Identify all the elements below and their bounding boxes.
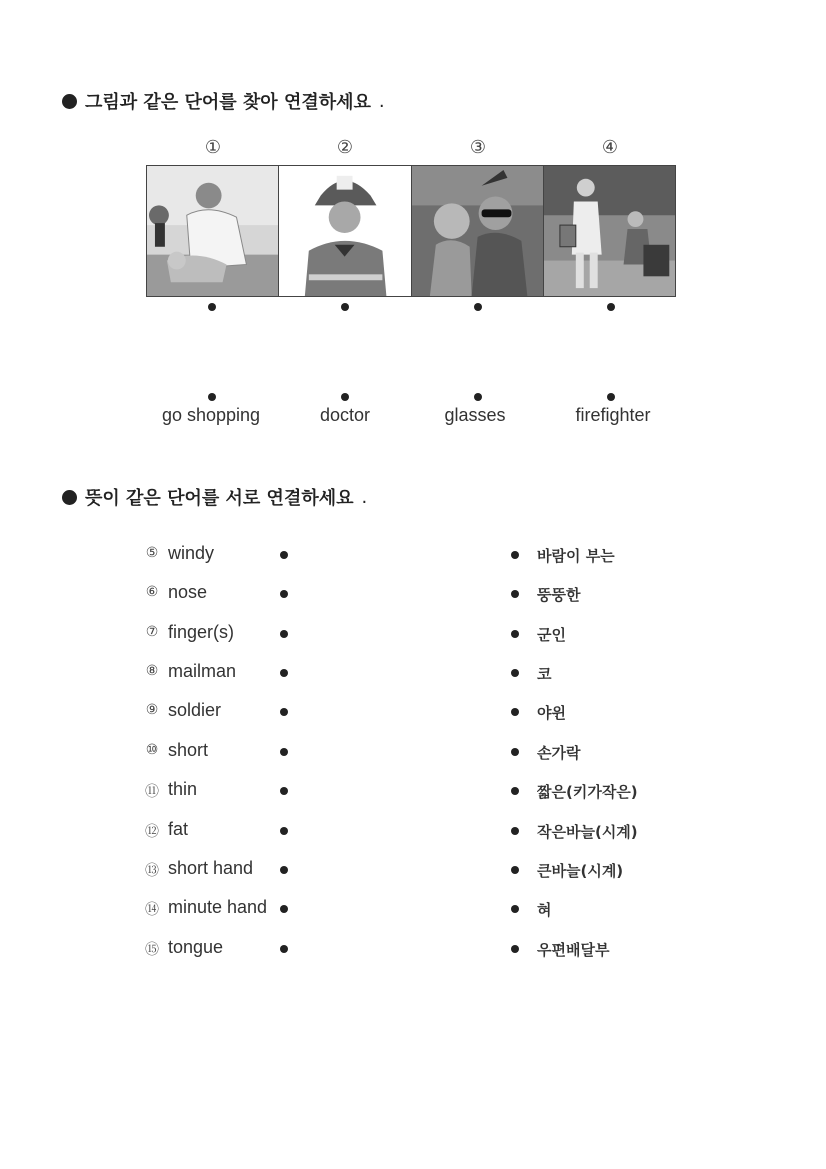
section2-period: . xyxy=(361,486,368,508)
item-number: ⑦ xyxy=(145,624,159,640)
korean-meaning: 짧은(키가작은) xyxy=(537,783,638,801)
english-word: windy xyxy=(168,543,215,563)
bullet-icon xyxy=(62,490,77,505)
english-word: mailman xyxy=(168,661,237,681)
right-dot[interactable] xyxy=(511,827,519,835)
bullet-icon xyxy=(62,94,77,109)
right-dot[interactable] xyxy=(511,787,519,795)
english-word: fat xyxy=(168,819,189,839)
korean-meaning: 코 xyxy=(537,665,552,683)
left-dot[interactable] xyxy=(280,866,288,874)
right-dot[interactable] xyxy=(511,905,519,913)
picture-dot-2[interactable] xyxy=(341,303,349,311)
item-number: ⑤ xyxy=(145,545,159,561)
english-word: short hand xyxy=(168,858,254,878)
doctor-photo xyxy=(147,166,279,296)
word-dot-3[interactable] xyxy=(474,393,482,401)
section1-heading xyxy=(62,88,385,114)
english-word: short xyxy=(168,740,209,760)
right-dot[interactable] xyxy=(511,669,519,677)
section2-heading xyxy=(62,484,367,510)
word-go-shopping: go shopping xyxy=(161,405,261,425)
english-word: thin xyxy=(168,779,198,799)
korean-meaning: 우편배달부 xyxy=(537,941,610,959)
left-dot[interactable] xyxy=(280,630,288,638)
left-dot[interactable] xyxy=(280,748,288,756)
left-dot[interactable] xyxy=(280,827,288,835)
picture-number-1: ① xyxy=(204,137,222,158)
section1-instruction: 그림과 같은 단어를 찾아 연결하세요 xyxy=(85,92,371,113)
section2-instruction: 뜻이 같은 단어를 서로 연결하세요 xyxy=(85,488,354,509)
item-number: ⑫ xyxy=(145,824,159,840)
picture-number-2: ② xyxy=(336,137,354,158)
shopping-photo xyxy=(544,166,675,296)
item-number: ⑨ xyxy=(145,702,159,718)
word-dot-4[interactable] xyxy=(607,393,615,401)
picture-dot-3[interactable] xyxy=(474,303,482,311)
glasses-photo xyxy=(412,166,544,296)
right-dot[interactable] xyxy=(511,590,519,598)
left-dot[interactable] xyxy=(280,708,288,716)
right-dot[interactable] xyxy=(511,708,519,716)
item-number: ⑮ xyxy=(145,942,159,958)
korean-meaning: 작은바늘(시계) xyxy=(537,823,638,841)
photo-strip xyxy=(146,165,676,297)
left-dot[interactable] xyxy=(280,945,288,953)
right-dot[interactable] xyxy=(511,866,519,874)
korean-meaning: 바람이 부는 xyxy=(537,547,615,565)
english-word: finger(s) xyxy=(168,622,235,642)
english-word: nose xyxy=(168,582,208,602)
section1-period: . xyxy=(378,90,385,112)
item-number: ⑧ xyxy=(145,663,159,679)
picture-dot-1[interactable] xyxy=(208,303,216,311)
english-word: tongue xyxy=(168,937,224,957)
word-dot-2[interactable] xyxy=(341,393,349,401)
left-dot[interactable] xyxy=(280,787,288,795)
left-dot[interactable] xyxy=(280,590,288,598)
right-dot[interactable] xyxy=(511,945,519,953)
right-dot[interactable] xyxy=(511,748,519,756)
word-dot-1[interactable] xyxy=(208,393,216,401)
item-number: ⑪ xyxy=(145,784,159,800)
right-dot[interactable] xyxy=(511,630,519,638)
korean-meaning: 손가락 xyxy=(537,744,581,762)
picture-dot-4[interactable] xyxy=(607,303,615,311)
left-dot[interactable] xyxy=(280,669,288,677)
word-firefighter: firefighter xyxy=(575,405,651,425)
item-number: ⑥ xyxy=(145,584,159,600)
left-dot[interactable] xyxy=(280,905,288,913)
left-dot[interactable] xyxy=(280,551,288,559)
right-dot[interactable] xyxy=(511,551,519,559)
korean-meaning: 혀 xyxy=(537,901,552,919)
korean-meaning: 큰바늘(시계) xyxy=(537,862,624,880)
item-number: ⑭ xyxy=(145,902,159,918)
english-word: soldier xyxy=(168,700,222,720)
firefighter-photo xyxy=(279,166,411,296)
item-number: ⑬ xyxy=(145,863,159,879)
picture-number-4: ④ xyxy=(601,137,619,158)
picture-number-3: ③ xyxy=(469,137,487,158)
item-number: ⑩ xyxy=(145,742,159,758)
word-glasses: glasses xyxy=(444,405,506,425)
korean-meaning: 뚱뚱한 xyxy=(537,586,581,604)
korean-meaning: 야윈 xyxy=(537,704,566,722)
korean-meaning: 군인 xyxy=(537,626,566,644)
english-word: minute hand xyxy=(168,897,268,917)
word-doctor: doctor xyxy=(319,405,371,425)
